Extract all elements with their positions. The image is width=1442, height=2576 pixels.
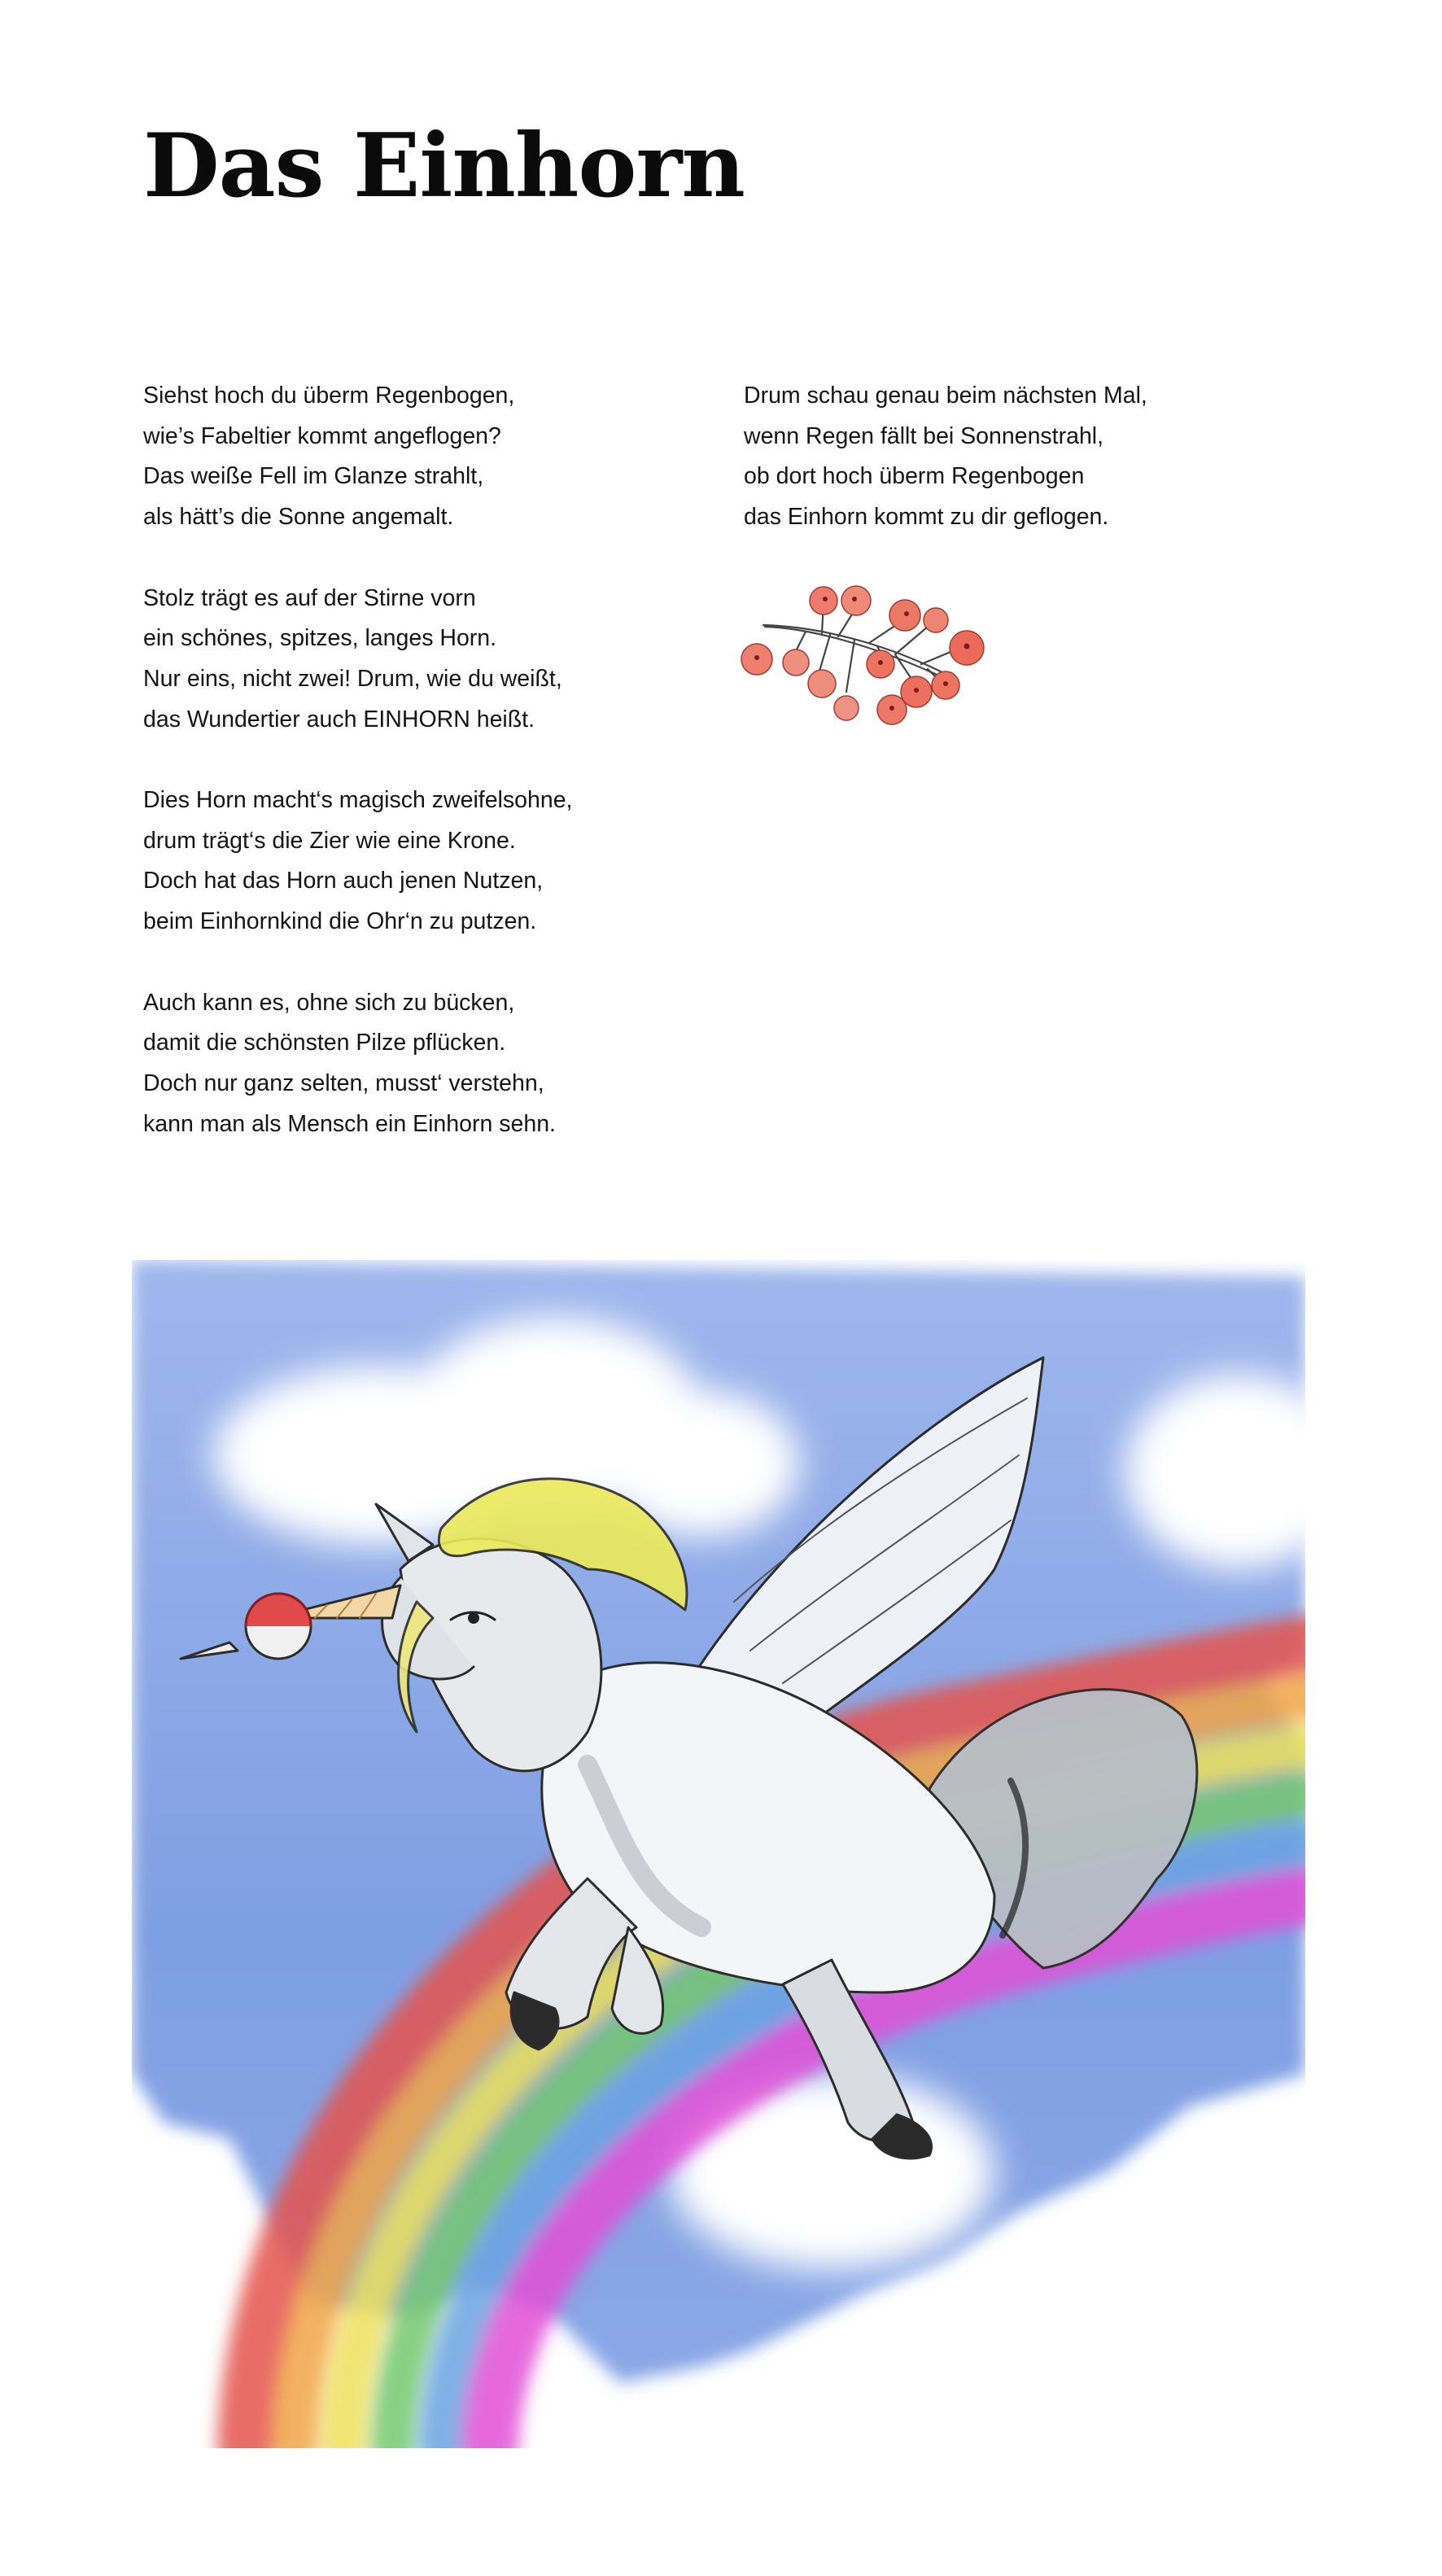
stanza bbox=[143, 376, 713, 538]
poem-line: Auch kann es, ohne sich zu bücken, bbox=[143, 989, 515, 1016]
stanza bbox=[143, 983, 713, 1145]
poem-line: beim Einhornkind die Ohr‘n zu putzen. bbox=[143, 908, 537, 935]
poem-line: Doch nur ganz selten, musst‘ verstehn, bbox=[143, 1069, 544, 1096]
poem-line: wie’s Fabeltier kommt angeflogen? bbox=[143, 422, 501, 449]
berries-group bbox=[741, 586, 984, 724]
poem-line: Doch hat das Horn auch jenen Nutzen, bbox=[143, 868, 544, 894]
poem-left-column bbox=[143, 376, 713, 1185]
poem-line: Nur eins, nicht zwei! Drum, wie du weißt, bbox=[143, 665, 562, 692]
poem-line: drum trägt‘s die Zier wie eine Krone. bbox=[143, 827, 516, 854]
stanza bbox=[143, 781, 713, 942]
berry-branch-illustration bbox=[732, 570, 1025, 741]
poem-line: ein schönes, spitzes, langes Horn. bbox=[143, 625, 497, 652]
unicorn-rainbow-illustration bbox=[132, 1260, 1305, 2448]
poem-line: Stolz trägt es auf der Stirne vorn bbox=[143, 584, 476, 611]
poem-line: ob dort hoch überm Regenbogen bbox=[744, 463, 1085, 490]
poem-line: als hätt’s die Sonne angemalt. bbox=[143, 504, 454, 531]
berry bbox=[783, 649, 809, 676]
poem-line: damit die schönsten Pilze pflücken. bbox=[143, 1030, 506, 1056]
berry bbox=[924, 608, 948, 632]
poem-line: wenn Regen fällt bei Sonnenstrahl, bbox=[744, 422, 1104, 449]
poem-line: kann man als Mensch ein Einhorn sehn. bbox=[143, 1110, 556, 1137]
poem-line: Drum schau genau beim nächsten Mal, bbox=[744, 383, 1147, 409]
poem-line: das Wundertier auch EINHORN heißt. bbox=[143, 706, 535, 733]
poem-line: Siehst hoch du überm Regenbogen, bbox=[143, 383, 515, 409]
poem-line: das Einhorn kommt zu dir geflogen. bbox=[744, 504, 1109, 531]
poem-line: Dies Horn macht‘s magisch zweifelsohne, bbox=[143, 787, 573, 813]
stanza bbox=[143, 579, 713, 741]
berry bbox=[808, 670, 836, 698]
poem-line: Das weiße Fell im Glanze strahlt, bbox=[143, 463, 484, 490]
stanza bbox=[744, 376, 1313, 538]
page-title: Das Einhorn bbox=[143, 115, 745, 217]
poem-right-column bbox=[744, 376, 1313, 579]
berry bbox=[834, 696, 859, 720]
